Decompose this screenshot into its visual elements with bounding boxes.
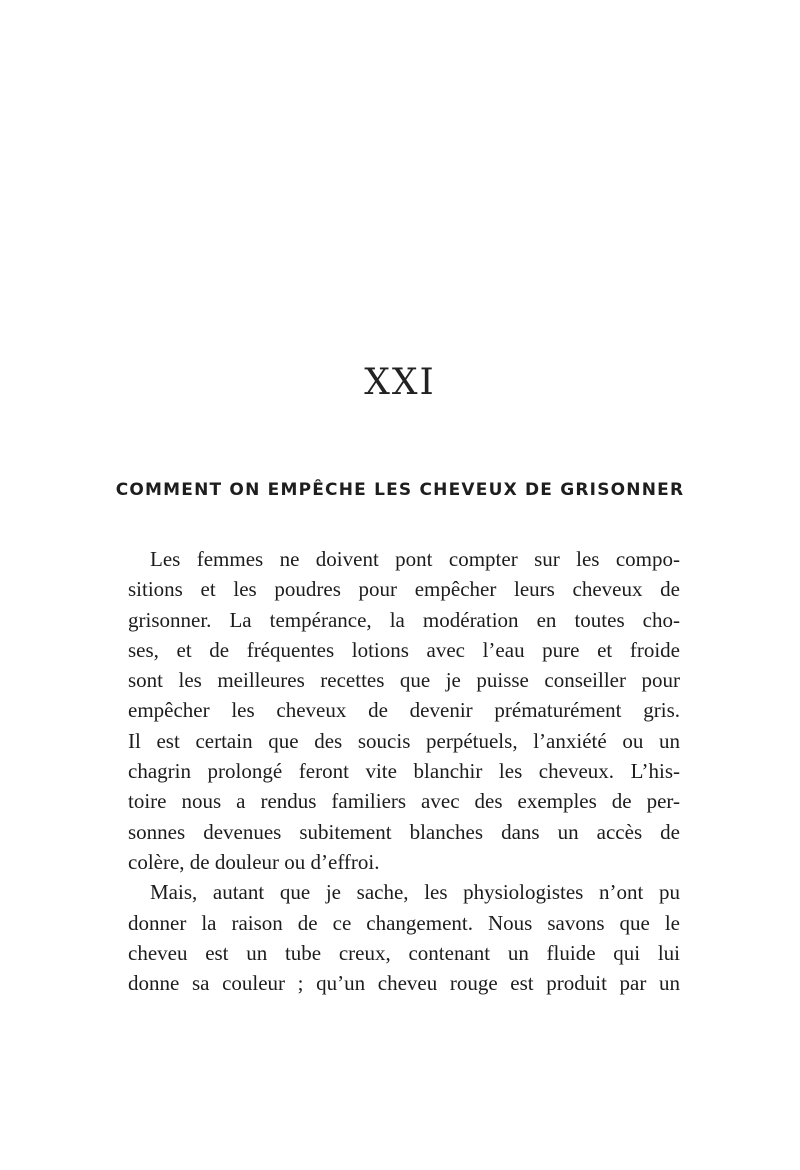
text-line: sitions et les poudres pour empêcher leurs cheveux de bbox=[128, 577, 680, 602]
text-line: donne sa couleur ; qu’un cheveu rouge est produit par un bbox=[128, 971, 680, 996]
text-line: grisonner. La tempérance, la modération en toutes cho- bbox=[128, 607, 680, 632]
text-line: Les femmes ne doivent pont compter sur les compo- bbox=[150, 547, 680, 571]
text-line: sont les meilleures recettes que je puisse conseiller pour bbox=[128, 668, 680, 693]
body-text bbox=[128, 544, 680, 998]
text-line: sonnes devenues subitement blanches dans un accès de bbox=[128, 819, 680, 844]
text-line: Il est certain que des soucis perpétuels, l’anxiété ou un bbox=[128, 728, 680, 753]
chapter-number: XXI bbox=[364, 362, 436, 403]
text-line: toire nous a rendus familiers avec des exemples de per- bbox=[128, 789, 680, 814]
text-line: ses, et de fréquentes lotions avec l’eau pure et froide bbox=[128, 637, 680, 662]
text-line: cheveu est un tube creux, contenant un fluide qui lui bbox=[128, 940, 680, 965]
text-line: colère, de douleur ou d’effroi. bbox=[128, 849, 380, 874]
text-line: empêcher les cheveux de devenir prématurément gris. bbox=[128, 698, 680, 723]
chapter-title: COMMENT ON EMPÊCHE LES CHEVEUX DE GRISONNER bbox=[115, 480, 685, 500]
text-line: Mais, autant que je sache, les physiologistes n’ont pu bbox=[150, 880, 680, 905]
text-line: donner la raison de ce changement. Nous savons que le bbox=[128, 910, 680, 935]
text-line: chagrin prolongé feront vite blanchir les cheveux. L’his- bbox=[128, 759, 680, 784]
